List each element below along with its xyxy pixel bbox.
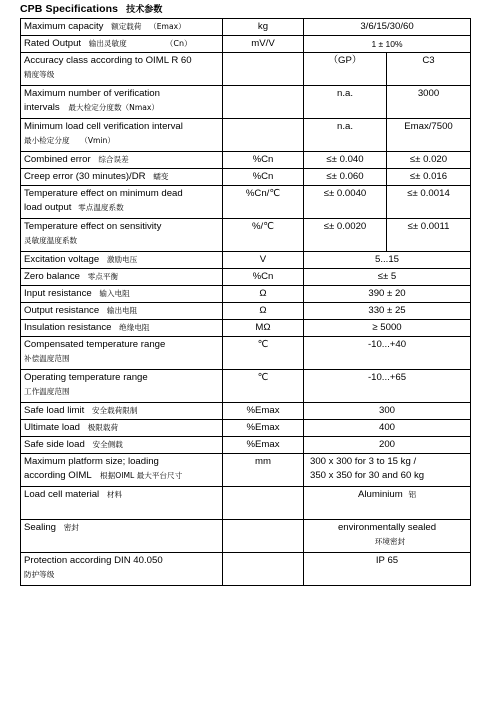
unit-cell: %Emax (223, 420, 304, 437)
value-cn: 铝 (408, 490, 417, 499)
param-cell (21, 370, 223, 403)
title-cn: 技术参数 (126, 5, 163, 15)
value-cell: 5...15 (304, 252, 471, 269)
value-cell-1: n.a. (304, 86, 387, 119)
table-row (21, 252, 471, 269)
value-cell-2: ≤± 0.0014 (387, 186, 471, 219)
unit-cell: kg (223, 19, 304, 36)
table-row (21, 19, 471, 36)
param-cell (21, 337, 223, 370)
value-cell (304, 454, 471, 487)
unit-cell (223, 520, 304, 553)
param-cn: 零点温度系数 (78, 203, 124, 212)
value-cell: ≤± 5 (304, 269, 471, 286)
specifications-table (20, 18, 471, 586)
param-en: Operating temperature range (24, 372, 148, 383)
table-row (21, 454, 471, 487)
param-cell (21, 269, 223, 286)
unit-cell (223, 119, 304, 152)
param-cn: 最大检定分度数（Nmax） (68, 103, 159, 112)
param-cell (21, 36, 223, 53)
value-cell-2: ≤± 0.020 (387, 152, 471, 169)
param-en: Ultimate load (24, 422, 80, 433)
param-symbol: （Vmin） (80, 136, 115, 145)
value-cell-1: （GP） (304, 53, 387, 86)
value-line-2: 350 x 350 for 30 and 60 kg (310, 470, 425, 481)
param-cn: 极限载荷 (87, 423, 119, 432)
param-cn: 最小检定分度 (24, 136, 70, 145)
param-symbol: （Cn） (165, 39, 193, 48)
unit-cell: V (223, 252, 304, 269)
unit-cell: mm (223, 454, 304, 487)
param-en: Compensated temperature range (24, 339, 166, 350)
value-cell (304, 520, 471, 553)
param-cell (21, 487, 223, 520)
param-cell (21, 119, 223, 152)
param-cell (21, 152, 223, 169)
value-cell: 200 (304, 437, 471, 454)
param-cn: 输出电阻 (106, 306, 138, 315)
value-cell: 330 ± 25 (304, 303, 471, 320)
value-cell: 1 ± 10% (304, 36, 471, 53)
param-cell (21, 53, 223, 86)
value-cell-1: ≤± 0.060 (304, 169, 387, 186)
table-row (21, 403, 471, 420)
param-en: Safe side load (24, 439, 85, 450)
param-en: Temperature effect on sensitivity (24, 221, 162, 232)
param-cell (21, 320, 223, 337)
param-cn: 精度等级 (24, 70, 55, 79)
param-cn: 综合误差 (98, 155, 129, 164)
value-cell (304, 487, 471, 520)
param-cn: 输入电阻 (99, 289, 130, 298)
param-en: Load cell material (24, 489, 100, 500)
unit-cell: ℃ (223, 370, 304, 403)
table-row (21, 487, 471, 520)
value-cell-1: ≤± 0.040 (304, 152, 387, 169)
param-en: Excitation voltage (24, 254, 100, 265)
param-cell (21, 86, 223, 119)
param-cn: 防护等级 (24, 570, 55, 579)
table-row (21, 420, 471, 437)
value-cell-1: ≤± 0.0040 (304, 186, 387, 219)
param-cn: 根据OIML 最大平台尺寸 (100, 471, 183, 480)
param-en: Zero balance (24, 271, 80, 282)
param-en-line2: intervals (24, 102, 60, 113)
param-cn: 输出灵敏度 (88, 39, 127, 48)
param-cn: 材料 (106, 490, 123, 499)
value-cell: 390 ± 20 (304, 286, 471, 303)
table-row (21, 53, 471, 86)
value-en: Aluminium (357, 489, 403, 500)
param-en: Creep error (30 minutes)/DR (24, 171, 146, 182)
unit-cell: Ω (223, 286, 304, 303)
unit-cell: mV/V (223, 36, 304, 53)
param-cell (21, 303, 223, 320)
table-row (21, 119, 471, 152)
value-cell: IP 65 (304, 553, 471, 586)
value-cell-2: Emax/7500 (387, 119, 471, 152)
value-cell: ≥ 5000 (304, 320, 471, 337)
value-en: environmentally sealed (337, 522, 437, 533)
value-cell: 400 (304, 420, 471, 437)
unit-cell (223, 487, 304, 520)
param-cell (21, 420, 223, 437)
param-en: Protection according DIN 40.050 (24, 555, 163, 566)
value-cn: 环境密封 (374, 537, 406, 546)
table-row (21, 186, 471, 219)
table-row (21, 520, 471, 553)
param-cn: 工作温度范围 (24, 387, 70, 396)
param-cn: 零点平衡 (87, 272, 119, 281)
table-row (21, 437, 471, 454)
table-row (21, 86, 471, 119)
value-line-1: 300 x 300 for 3 to 15 kg / (310, 456, 417, 467)
param-cell (21, 286, 223, 303)
param-en: Rated Output (24, 38, 82, 49)
table-row (21, 370, 471, 403)
param-cn: 灵敏度温度系数 (24, 236, 78, 245)
value-cell: 3/6/15/30/60 (304, 19, 471, 36)
table-row (21, 219, 471, 252)
param-cn: 密封 (63, 523, 79, 532)
param-en: Maximum number of verification (24, 88, 160, 99)
value-cell: 300 (304, 403, 471, 420)
unit-cell: MΩ (223, 320, 304, 337)
unit-cell: %/℃ (223, 219, 304, 252)
table-row (21, 152, 471, 169)
value-cell-1: n.a. (304, 119, 387, 152)
param-en: Combined error (24, 154, 91, 165)
param-cn: 安全侧载 (92, 440, 123, 449)
param-en: Output resistance (24, 305, 100, 316)
param-cell (21, 553, 223, 586)
param-en: Sealing (24, 522, 57, 533)
param-en: Temperature effect on minimum dead (24, 188, 183, 199)
param-en: Safe load limit (24, 405, 85, 416)
param-cell (21, 219, 223, 252)
param-cell (21, 252, 223, 269)
param-en: Minimum load cell verification interval (24, 121, 183, 132)
unit-cell: Ω (223, 303, 304, 320)
value-cell: -10...+40 (304, 337, 471, 370)
document-title (20, 2, 163, 15)
unit-cell: %Cn (223, 169, 304, 186)
table-row (21, 36, 471, 53)
unit-cell: %Emax (223, 437, 304, 454)
value-cell-2: ≤± 0.016 (387, 169, 471, 186)
param-en-line2: load output (24, 202, 72, 213)
unit-cell: %Cn/℃ (223, 186, 304, 219)
value-cell-1: ≤± 0.0020 (304, 219, 387, 252)
unit-cell (223, 86, 304, 119)
param-en: Maximum capacity (24, 21, 104, 32)
unit-cell: %Cn (223, 269, 304, 286)
param-en-line2: according OIML (24, 470, 92, 481)
param-cn: 安全载荷限制 (91, 406, 138, 415)
param-cn: 绝缘电阻 (119, 323, 150, 332)
unit-cell (223, 553, 304, 586)
table-row (21, 303, 471, 320)
param-cell (21, 186, 223, 219)
param-cn: 蠕变 (153, 172, 169, 181)
unit-cell: ℃ (223, 337, 304, 370)
table-row (21, 169, 471, 186)
unit-cell: %Emax (223, 403, 304, 420)
table-row (21, 553, 471, 586)
table-row (21, 269, 471, 286)
table-row (21, 320, 471, 337)
param-symbol: （Emax） (149, 22, 186, 31)
title-en: CPB Specifications (20, 3, 119, 15)
param-cell (21, 403, 223, 420)
param-en: Accuracy class according to OIML R 60 (24, 55, 192, 66)
param-cell (21, 169, 223, 186)
value-cell-2: C3 (387, 53, 471, 86)
value-cell: -10...+65 (304, 370, 471, 403)
value-cell-2: ≤± 0.0011 (387, 219, 471, 252)
param-cell (21, 454, 223, 487)
param-en: Insulation resistance (24, 322, 112, 333)
unit-cell (223, 53, 304, 86)
param-cn: 补偿温度范围 (24, 354, 70, 363)
param-cn: 额定载荷 (111, 22, 142, 31)
unit-cell: %Cn (223, 152, 304, 169)
table-row (21, 286, 471, 303)
param-cn: 激励电压 (106, 255, 138, 264)
table-row (21, 337, 471, 370)
value-cell-2: 3000 (387, 86, 471, 119)
param-cell (21, 19, 223, 36)
param-cell (21, 520, 223, 553)
param-en: Maximum platform size; loading (24, 456, 159, 467)
param-cell (21, 437, 223, 454)
param-en: Input resistance (24, 288, 92, 299)
